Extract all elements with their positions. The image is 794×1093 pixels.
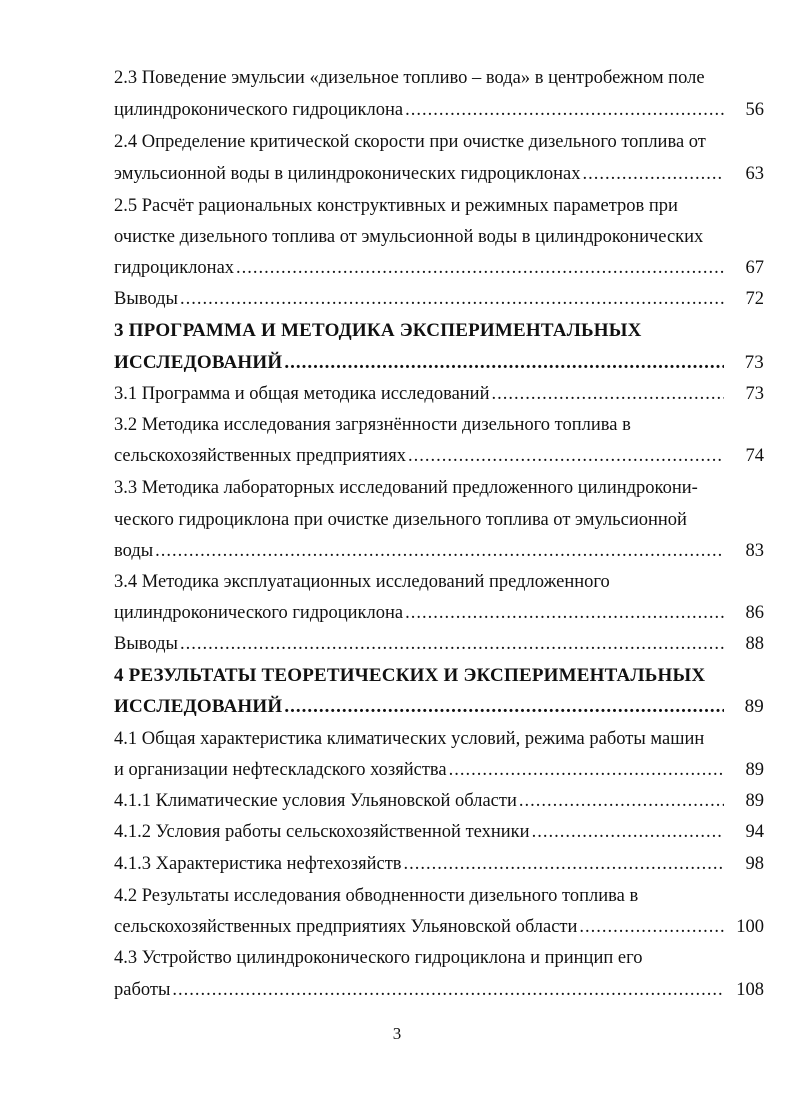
page-number: 3: [392, 1024, 402, 1043]
toc-chapter-line: [114, 348, 764, 378]
toc-text: цилиндроконического гидроциклона: [114, 598, 405, 628]
toc-text: работы: [114, 975, 172, 1005]
toc-line: [114, 598, 764, 628]
leader-dots: [532, 817, 724, 847]
leader-dots: [180, 629, 724, 659]
toc-text: воды: [114, 536, 155, 566]
toc-line: [114, 222, 764, 252]
toc-page-number: 89: [724, 755, 764, 785]
toc-text: 3.2 Методика исследования загрязнённости дизельного топлива в: [114, 415, 631, 435]
toc-page-number: 98: [724, 849, 764, 879]
leader-dots: [180, 284, 724, 314]
toc-line: [114, 63, 764, 93]
toc-page-number: 89: [724, 786, 764, 816]
toc-text: 2.5 Расчёт рациональных конструктивных и режимных параметров при: [114, 196, 678, 216]
toc-text: и организации нефтескладского хозяйства: [114, 755, 449, 785]
leader-dots: [579, 912, 724, 942]
toc-line: [114, 849, 764, 879]
toc-page-number: 94: [724, 817, 764, 847]
leader-dots: [284, 348, 724, 378]
leader-dots: [583, 159, 724, 189]
toc-chapter-title: 4 РЕЗУЛЬТАТЫ ТЕОРЕТИЧЕСКИХ И ЭКСПЕРИМЕНТАЛЬНЫХ: [114, 665, 706, 686]
toc-page-number: 74: [724, 441, 764, 471]
toc-line: [114, 473, 764, 503]
toc-chapter-line: [114, 316, 764, 346]
toc-text: 4.3 Устройство цилиндроконического гидроциклона и принцип его: [114, 948, 643, 968]
toc-text: 2.3 Поведение эмульсии «дизельное топливо – вода» в центробежном поле: [114, 68, 705, 88]
toc-line: [114, 567, 764, 597]
toc-page-number: 86: [724, 598, 764, 628]
toc-text: 4.1.2 Условия работы сельскохозяйственной техники: [114, 817, 532, 847]
toc-line: [114, 505, 764, 535]
leader-dots: [405, 598, 724, 628]
toc-line: [114, 912, 764, 942]
toc-page-number: 67: [724, 253, 764, 283]
toc-line: [114, 441, 764, 471]
toc-text: 4.1.1 Климатические условия Ульяновской области: [114, 786, 519, 816]
toc-page-number: 73: [724, 379, 764, 409]
toc-line: [114, 943, 764, 973]
toc-line: [114, 724, 764, 754]
toc-page-number: 83: [724, 536, 764, 566]
toc-text: гидроциклонах: [114, 253, 236, 283]
toc-text: эмульсионной воды в цилиндроконических гидроциклонах: [114, 159, 583, 189]
toc-text: ческого гидроциклона при очистке дизельного топлива от эмульсионной: [114, 510, 687, 530]
toc-text: очистке дизельного топлива от эмульсионной воды в цилиндроконических: [114, 227, 704, 247]
toc-page-number: 72: [724, 284, 764, 314]
toc-chapter-title: 3 ПРОГРАММА И МЕТОДИКА ЭКСПЕРИМЕНТАЛЬНЫХ: [114, 320, 642, 341]
leader-dots: [284, 692, 724, 722]
toc-text: 2.4 Определение критической скорости при очистке дизельного топлива от: [114, 132, 706, 152]
toc-line: [114, 975, 764, 1005]
toc-text: сельскохозяйственных предприятиях Ульяновской области: [114, 912, 579, 942]
leader-dots: [405, 95, 724, 125]
toc-line: [114, 755, 764, 785]
toc-line: [114, 253, 764, 283]
toc-text: цилиндроконического гидроциклона: [114, 95, 405, 125]
toc-page-number: 100: [724, 912, 764, 942]
toc-line: [114, 127, 764, 157]
leader-dots: [155, 536, 724, 566]
toc-line: [114, 817, 764, 847]
toc-page-number: 56: [724, 95, 764, 125]
toc-text: 4.2 Результаты исследования обводненности дизельного топлива в: [114, 886, 639, 906]
toc-line: [114, 881, 764, 911]
toc-line: [114, 191, 764, 221]
toc-line: [114, 410, 764, 440]
toc-page-number: 88: [724, 629, 764, 659]
leader-dots: [519, 786, 724, 816]
toc-chapter-title: ИССЛЕДОВАНИЙ: [114, 348, 284, 378]
toc-text: Выводы: [114, 284, 180, 314]
toc-chapter-title: ИССЛЕДОВАНИЙ: [114, 692, 284, 722]
toc-text: 4.1 Общая характеристика климатических условий, режима работы машин: [114, 729, 705, 749]
leader-dots: [408, 441, 724, 471]
leader-dots: [491, 379, 724, 409]
toc-page-number: 89: [724, 692, 764, 722]
toc-text: 3.1 Программа и общая методика исследований: [114, 379, 491, 409]
toc-chapter-line: [114, 661, 764, 691]
leader-dots: [172, 975, 724, 1005]
leader-dots: [404, 849, 724, 879]
toc-line: [114, 284, 764, 314]
toc-text: сельскохозяйственных предприятиях: [114, 441, 408, 471]
toc-page-number: 108: [724, 975, 764, 1005]
toc-line: [114, 786, 764, 816]
toc-chapter-line: [114, 692, 764, 722]
leader-dots: [449, 755, 724, 785]
toc-text: 3.4 Методика эксплуатационных исследований предложенного: [114, 572, 610, 592]
toc-line: [114, 379, 764, 409]
toc-line: [114, 629, 764, 659]
toc-text: 4.1.3 Характеристика нефтехозяйств: [114, 849, 404, 879]
leader-dots: [236, 253, 724, 283]
toc-page-number: 73: [724, 348, 764, 378]
toc-line: [114, 95, 764, 125]
toc-line: [114, 536, 764, 566]
toc-page-number: 63: [724, 159, 764, 189]
toc-line: [114, 159, 764, 189]
toc-text: Выводы: [114, 629, 180, 659]
toc-text: 3.3 Методика лабораторных исследований предложенного цилиндрокони-: [114, 478, 698, 498]
